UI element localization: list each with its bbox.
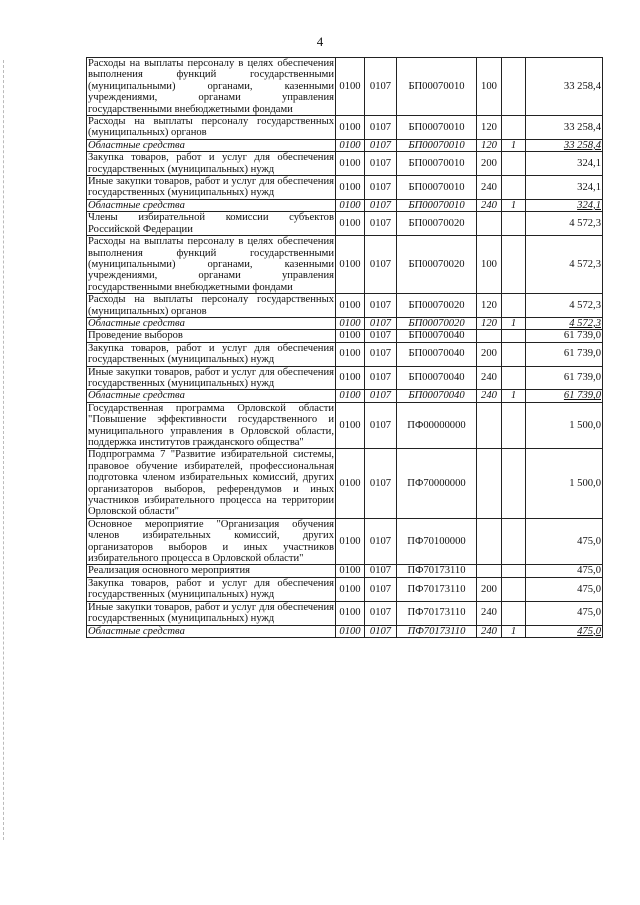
expense-name-cell: Проведение выборов [87,330,336,342]
funding-source-cell [502,577,526,601]
funding-source-cell [502,449,526,518]
expense-name-cell: Расходы на выплаты персоналу государственных (муниципальных) органов [88,294,334,317]
expense-name-cell: Основное мероприятие "Организация обучения членов избирательных комиссий, других организаторов выборов и иных участников избирательного процесса в Орловской области" [88,518,334,565]
table-row [87,601,603,625]
subsection-code-cell: 0107 [365,294,397,318]
subsection-code-cell: 0107 [365,518,397,565]
regional-funds-row [87,139,603,151]
target-article-cell: ПФ70173110 [397,577,477,601]
funding-source-cell: 1 [502,625,526,637]
expense-type-cell [477,212,502,236]
section-code-cell: 0100 [336,236,365,294]
funding-source-cell: 1 [502,139,526,151]
subsection-code-cell: 0107 [365,402,397,449]
section-code-cell: 0100 [336,366,365,390]
subsection-code-cell: 0107 [365,139,397,151]
expense-name-cell: Государственная программа Орловской области "Повышение эффективности государственного и муниципального управления в Орловской области, поддержка институтов гражданского общества" [88,402,334,448]
section-code-cell: 0100 [336,116,365,140]
amount-cell: 4 572,3 [526,294,603,318]
table-row [87,402,603,449]
target-article-cell: ПФ00000000 [397,402,477,449]
target-article-cell: БП00070010 [397,199,477,211]
expense-type-cell: 240 [477,199,502,211]
expense-type-cell: 100 [477,58,502,116]
subsection-code-cell: 0107 [365,342,397,366]
subsection-code-cell: 0107 [365,199,397,211]
target-article-cell: БП00070010 [397,58,477,116]
section-code-cell: 0100 [336,402,365,449]
table-row [87,449,603,518]
section-code-cell: 0100 [336,317,365,329]
section-code-cell: 0100 [336,58,365,116]
expense-type-cell: 200 [477,152,502,176]
target-article-cell: ПФ70100000 [397,518,477,565]
target-article-cell: ПФ70000000 [397,449,477,518]
amount-cell: 1 500,0 [526,449,603,518]
subsection-code-cell: 0107 [365,449,397,518]
table-row [87,152,603,176]
table-row [87,577,603,601]
expense-name-cell: Члены избирательной комиссии субъектов Российской Федерации [88,212,334,235]
target-article-cell: БП00070040 [397,390,477,402]
table-row [87,366,603,390]
expense-type-cell [477,330,502,342]
funding-source-cell [502,518,526,565]
section-code-cell: 0100 [336,518,365,565]
table-row [87,212,603,236]
expense-type-cell: 200 [477,577,502,601]
section-code-cell: 0100 [336,449,365,518]
expense-type-cell: 240 [477,601,502,625]
table-row [87,294,603,318]
expense-type-cell: 120 [477,116,502,140]
amount-cell: 475,0 [526,625,603,637]
subsection-code-cell: 0107 [365,152,397,176]
amount-cell: 4 572,3 [526,212,603,236]
expense-type-cell: 120 [477,139,502,151]
subsection-code-cell: 0107 [365,625,397,637]
funding-source-cell [502,58,526,116]
expense-type-cell: 100 [477,236,502,294]
subsection-code-cell: 0107 [365,58,397,116]
target-article-cell: БП00070020 [397,212,477,236]
subsection-code-cell: 0107 [365,565,397,577]
expense-name-cell: Областные средства [87,317,336,329]
expense-type-cell: 240 [477,625,502,637]
subsection-code-cell: 0107 [365,390,397,402]
amount-cell: 33 258,4 [526,58,603,116]
target-article-cell: БП00070040 [397,342,477,366]
amount-cell: 324,1 [526,152,603,176]
funding-source-cell [502,330,526,342]
amount-cell: 4 572,3 [526,317,603,329]
expense-type-cell: 240 [477,390,502,402]
expense-name-cell: Закупка товаров, работ и услуг для обеспечения государственных (муниципальных) нужд [88,577,334,601]
amount-cell: 33 258,4 [526,139,603,151]
section-code-cell: 0100 [336,176,365,200]
amount-cell: 475,0 [526,565,603,577]
expense-type-cell [477,565,502,577]
amount-cell: 1 500,0 [526,402,603,449]
target-article-cell: БП00070010 [397,139,477,151]
expense-name-cell: Иные закупки товаров, работ и услуг для обеспечения государственных (муниципальных) нужд [88,366,334,389]
amount-cell: 61 739,0 [526,366,603,390]
subsection-code-cell: 0107 [365,236,397,294]
expense-name-cell: Подпрограмма 7 "Развитие избирательной системы, правовое обучение избирателей, профессиональная подготовка членом избирательных комиссий, других организаторов выборов, референдумов и иных участников избирательного процесса на территории Орловской области" [88,449,334,518]
target-article-cell: ПФ70173110 [397,565,477,577]
binding-edge-marks [3,60,6,840]
expense-type-cell [477,402,502,449]
funding-source-cell: 1 [502,317,526,329]
target-article-cell: БП00070020 [397,317,477,329]
table-row [87,236,603,294]
funding-source-cell [502,212,526,236]
section-code-cell: 0100 [336,601,365,625]
section-code-cell: 0100 [336,152,365,176]
expense-name-cell: Расходы на выплаты персоналу в целях обеспечения выполнения функций государственными (муниципальными) органами, казенными учреждениями, органами управления государственными внебюджетными фондами [88,58,334,115]
target-article-cell: БП00070020 [397,294,477,318]
funding-source-cell [502,236,526,294]
section-code-cell: 0100 [336,139,365,151]
page-number: 4 [316,34,324,49]
funding-source-cell [502,342,526,366]
expense-type-cell: 200 [477,342,502,366]
funding-source-cell [502,366,526,390]
target-article-cell: БП00070040 [397,366,477,390]
expense-name-cell: Областные средства [87,390,336,402]
funding-source-cell [502,601,526,625]
budget-table-body [87,58,603,638]
table-row [87,330,603,342]
section-code-cell: 0100 [336,294,365,318]
target-article-cell: ПФ70173110 [397,625,477,637]
budget-table [86,57,603,638]
expense-name-cell: Реализация основного мероприятия [87,565,336,577]
amount-cell: 4 572,3 [526,236,603,294]
amount-cell: 61 739,0 [526,390,603,402]
regional-funds-row [87,625,603,637]
expense-type-cell [477,518,502,565]
section-code-cell: 0100 [336,330,365,342]
expense-type-cell [477,449,502,518]
table-row [87,176,603,200]
target-article-cell: БП00070010 [397,116,477,140]
amount-cell: 324,1 [526,199,603,211]
regional-funds-row [87,199,603,211]
target-article-cell: БП00070010 [397,176,477,200]
expense-type-cell: 120 [477,294,502,318]
target-article-cell: БП00070020 [397,236,477,294]
expense-name-cell: Областные средства [87,139,336,151]
funding-source-cell [502,402,526,449]
section-code-cell: 0100 [336,565,365,577]
section-code-cell: 0100 [336,212,365,236]
expense-name-cell: Закупка товаров, работ и услуг для обеспечения государственных (муниципальных) нужд [88,342,334,366]
funding-source-cell [502,294,526,318]
funding-source-cell [502,116,526,140]
amount-cell: 61 739,0 [526,330,603,342]
expense-type-cell: 240 [477,176,502,200]
section-code-cell: 0100 [336,577,365,601]
amount-cell: 475,0 [526,577,603,601]
target-article-cell: ПФ70173110 [397,601,477,625]
amount-cell: 475,0 [526,518,603,565]
subsection-code-cell: 0107 [365,330,397,342]
subsection-code-cell: 0107 [365,601,397,625]
funding-source-cell [502,565,526,577]
table-row [87,342,603,366]
table-row [87,58,603,116]
amount-cell: 61 739,0 [526,342,603,366]
expense-name-cell: Иные закупки товаров, работ и услуг для обеспечения государственных (муниципальных) нужд [88,601,334,625]
target-article-cell: БП00070010 [397,152,477,176]
table-row [87,565,603,577]
expense-name-cell: Иные закупки товаров, работ и услуг для обеспечения государственных (муниципальных) нужд [88,176,334,199]
table-row [87,116,603,140]
expense-name-cell: Областные средства [87,199,336,211]
amount-cell: 33 258,4 [526,116,603,140]
expense-type-cell: 120 [477,317,502,329]
funding-source-cell: 1 [502,390,526,402]
subsection-code-cell: 0107 [365,577,397,601]
section-code-cell: 0100 [336,199,365,211]
expense-name-cell: Расходы на выплаты персоналу в целях обеспечения выполнения функций государственными (муниципальными) органами, казенными учреждениями, органами управления государственными внебюджетными фондами [88,236,334,293]
expense-name-cell: Областные средства [87,625,336,637]
regional-funds-row [87,390,603,402]
section-code-cell: 0100 [336,390,365,402]
subsection-code-cell: 0107 [365,176,397,200]
funding-source-cell: 1 [502,199,526,211]
funding-source-cell [502,152,526,176]
table-row [87,518,603,565]
expense-type-cell: 240 [477,366,502,390]
expense-name-cell: Закупка товаров, работ и услуг для обеспечения государственных (муниципальных) нужд [88,152,334,175]
target-article-cell: БП00070040 [397,330,477,342]
subsection-code-cell: 0107 [365,366,397,390]
amount-cell: 475,0 [526,601,603,625]
section-code-cell: 0100 [336,625,365,637]
amount-cell: 324,1 [526,176,603,200]
funding-source-cell [502,176,526,200]
section-code-cell: 0100 [336,342,365,366]
regional-funds-row [87,317,603,329]
subsection-code-cell: 0107 [365,116,397,140]
subsection-code-cell: 0107 [365,317,397,329]
expense-name-cell: Расходы на выплаты персоналу государственных (муниципальных) органов [88,116,334,139]
subsection-code-cell: 0107 [365,212,397,236]
